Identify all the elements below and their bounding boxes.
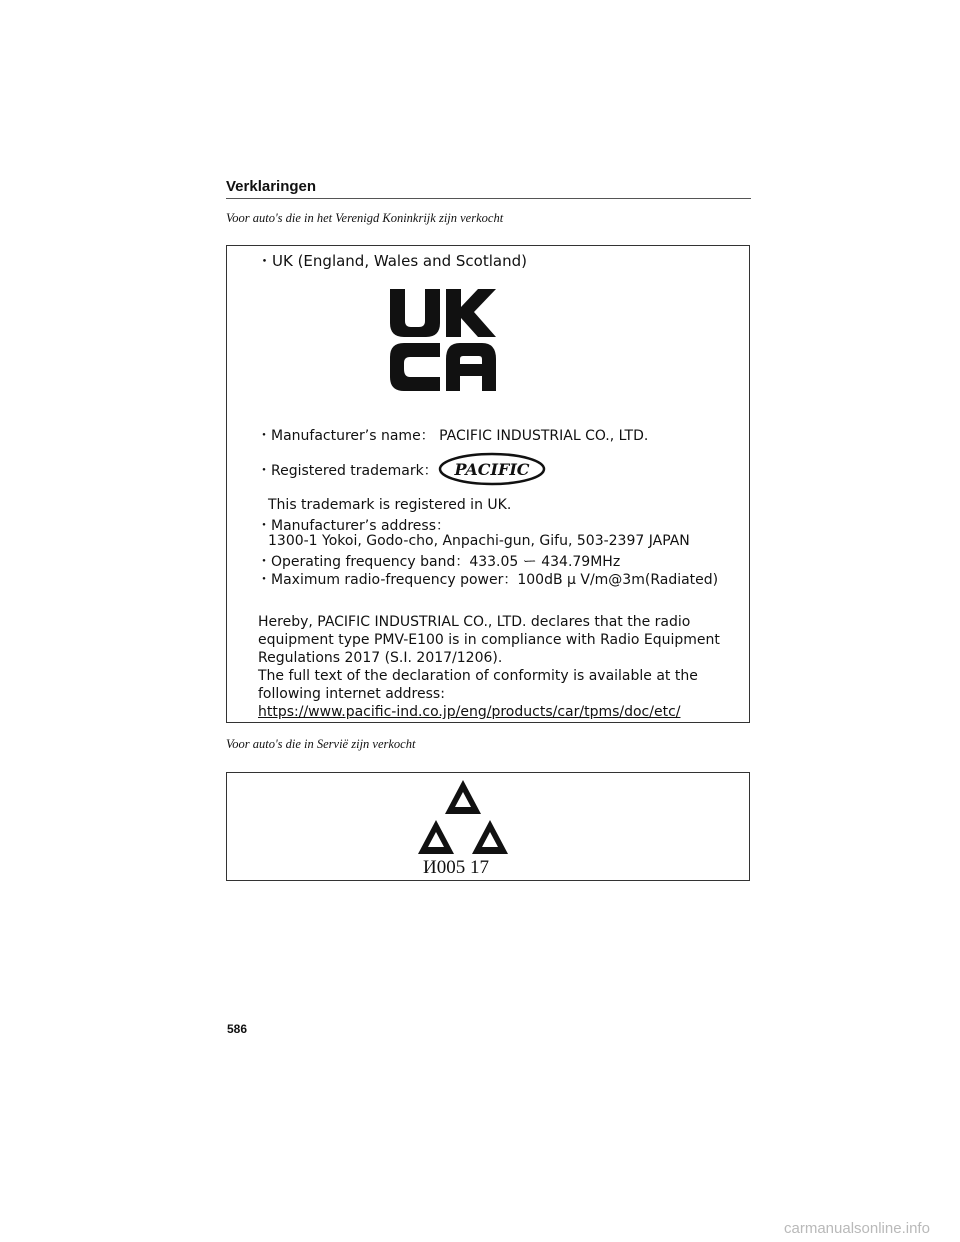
trademark-note: This trademark is registered in UK. [268, 497, 512, 513]
ukca-mark [388, 287, 498, 393]
watermark: carmanualsonline.info [784, 1220, 930, 1237]
manufacturer-address-label: ・Manufacturer’s address： [257, 518, 450, 534]
uk-region-heading: ・UK (England, Wales and Scotland) [257, 252, 527, 270]
declaration-line: following internet address: [258, 686, 445, 702]
section-divider [226, 198, 751, 199]
page-number: 586 [227, 1022, 248, 1036]
uk-caption: Voor auto's die in het Verenigd Koninkrijk zijn verkocht [226, 211, 504, 225]
declaration-line: Regulations 2017 (S.I. 2017/1206). [258, 650, 503, 666]
registered-trademark-label: ・Registered trademark： [257, 463, 438, 479]
serbia-approval-code: И005 17 [423, 857, 489, 878]
serbia-caption: Voor auto's die in Servië zijn verkocht [226, 737, 416, 751]
pacific-logo [438, 452, 546, 486]
manufacturer-name: ・Manufacturer’s name： PACIFIC INDUSTRIAL CO., LTD. [257, 428, 649, 444]
max-rf-power: ・Maximum radio-frequency power：100dB μ V/m@3m(Radiated) [257, 572, 719, 588]
declaration-line: The full text of the declaration of conformity is available at the [258, 668, 698, 684]
declaration-line: equipment type PMV-E100 is in compliance with Radio Equipment [258, 632, 720, 648]
declaration-url-link[interactable]: https://www.pacific-ind.co.jp/eng/products/car/tpms/doc/etc/ [258, 704, 681, 720]
svg-text:PACIFIC: PACIFIC [454, 460, 530, 479]
manufacturer-address: 1300-1 Yokoi, Godo-cho, Anpachi-gun, Gifu, 503-2397 JAPAN [268, 533, 690, 549]
declaration-line: Hereby, PACIFIC INDUSTRIAL CO., LTD. declares that the radio [258, 614, 691, 630]
section-title: Verklaringen [226, 178, 317, 195]
serbia-triangle-mark [417, 778, 509, 856]
operating-frequency: ・Operating frequency band：433.05 ー 434.79MHz [257, 554, 621, 570]
